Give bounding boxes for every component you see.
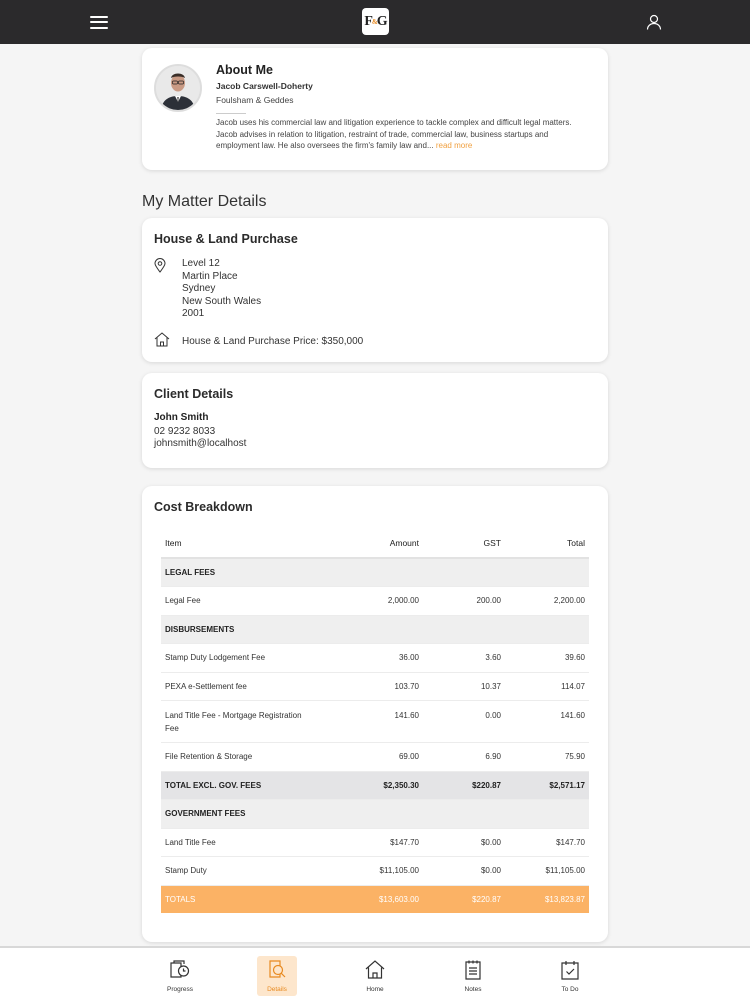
house-icon	[154, 332, 170, 347]
table-row: Land Title Fee $147.70 $0.00 $147.70	[161, 828, 589, 857]
category-row-disbursements: DISBURSEMENTS	[161, 615, 589, 644]
lawyer-bio: Jacob uses his commercial law and litigation experience to tackle complex and difficult legal matters. Jacob advises in relation to litigation, restraint of trade, commercial law, business startups and employment law. He also oversees the firm's family law and... read more	[216, 118, 572, 150]
matter-card	[142, 218, 608, 362]
cost-table	[161, 528, 589, 913]
about-title: About Me	[216, 63, 273, 77]
menu-icon[interactable]	[90, 16, 108, 29]
matter-title: House & Land Purchase	[154, 232, 298, 246]
nav-todo[interactable]: To Do	[550, 956, 590, 996]
subtotal-row: TOTAL EXCL. GOV. FEES $2,350.30 $220.87 $2,571.17	[161, 771, 589, 800]
notes-icon	[461, 958, 485, 982]
table-row: File Retention & Storage 69.00 6.90 75.90	[161, 743, 589, 772]
details-icon	[265, 958, 289, 982]
client-details-card	[142, 373, 608, 468]
nav-details[interactable]: Details	[257, 956, 297, 996]
bottom-nav	[0, 946, 750, 1000]
table-row: Land Title Fee - Mortgage Registration Fee 141.60 0.00 141.60	[161, 701, 589, 743]
lawyer-avatar	[154, 64, 202, 112]
user-profile-icon[interactable]	[646, 14, 662, 30]
client-details-title: Client Details	[154, 387, 234, 401]
home-icon	[363, 958, 387, 982]
table-row: Stamp Duty Lodgement Fee 36.00 3.60 39.60	[161, 644, 589, 673]
nav-notes[interactable]: Notes	[453, 956, 493, 996]
category-row-legal-fees: LEGAL FEES	[161, 558, 589, 587]
column-header: Amount	[331, 528, 423, 558]
app-logo[interactable]: F & G	[362, 8, 389, 35]
category-row-government-fees: GOVERNMENT FEES	[161, 800, 589, 829]
read-more-link[interactable]: read more	[435, 141, 473, 150]
about-me-card	[142, 48, 608, 170]
nav-home[interactable]: Home	[355, 956, 395, 996]
client-email[interactable]: johnsmith@localhost	[154, 438, 247, 449]
column-header: GST	[423, 528, 505, 558]
todo-icon	[558, 958, 582, 982]
table-row: PEXA e-Settlement fee 103.70 10.37 114.07	[161, 672, 589, 701]
lawyer-name: Jacob Carswell-Doherty	[216, 81, 313, 91]
top-bar	[0, 0, 750, 44]
column-header: Item	[161, 528, 331, 558]
nav-progress[interactable]: Progress	[160, 956, 200, 996]
totals-row: TOTALS $13,603.00 $220.87 $13,823.87	[161, 885, 589, 913]
divider	[216, 113, 246, 114]
location-pin-icon	[154, 258, 166, 273]
client-name: John Smith	[154, 412, 209, 423]
cost-breakdown-title: Cost Breakdown	[154, 500, 253, 514]
client-phone[interactable]: 02 9232 8033	[154, 426, 216, 437]
table-header-row	[161, 528, 589, 558]
cost-breakdown-card	[142, 486, 608, 942]
purchase-price: House & Land Purchase Price: $350,000	[182, 336, 364, 347]
firm-name: Foulsham & Geddes	[216, 95, 294, 105]
column-header: Total	[505, 528, 589, 558]
progress-icon	[168, 958, 192, 982]
table-row: Legal Fee 2,000.00 200.00 2,200.00	[161, 587, 589, 616]
table-row: Stamp Duty $11,105.00 $0.00 $11,105.00	[161, 857, 589, 886]
main-content	[142, 48, 608, 942]
property-address: Level 12 Martin Place Sydney New South Wales 2001	[182, 258, 262, 319]
page-title: My Matter Details	[142, 193, 267, 210]
